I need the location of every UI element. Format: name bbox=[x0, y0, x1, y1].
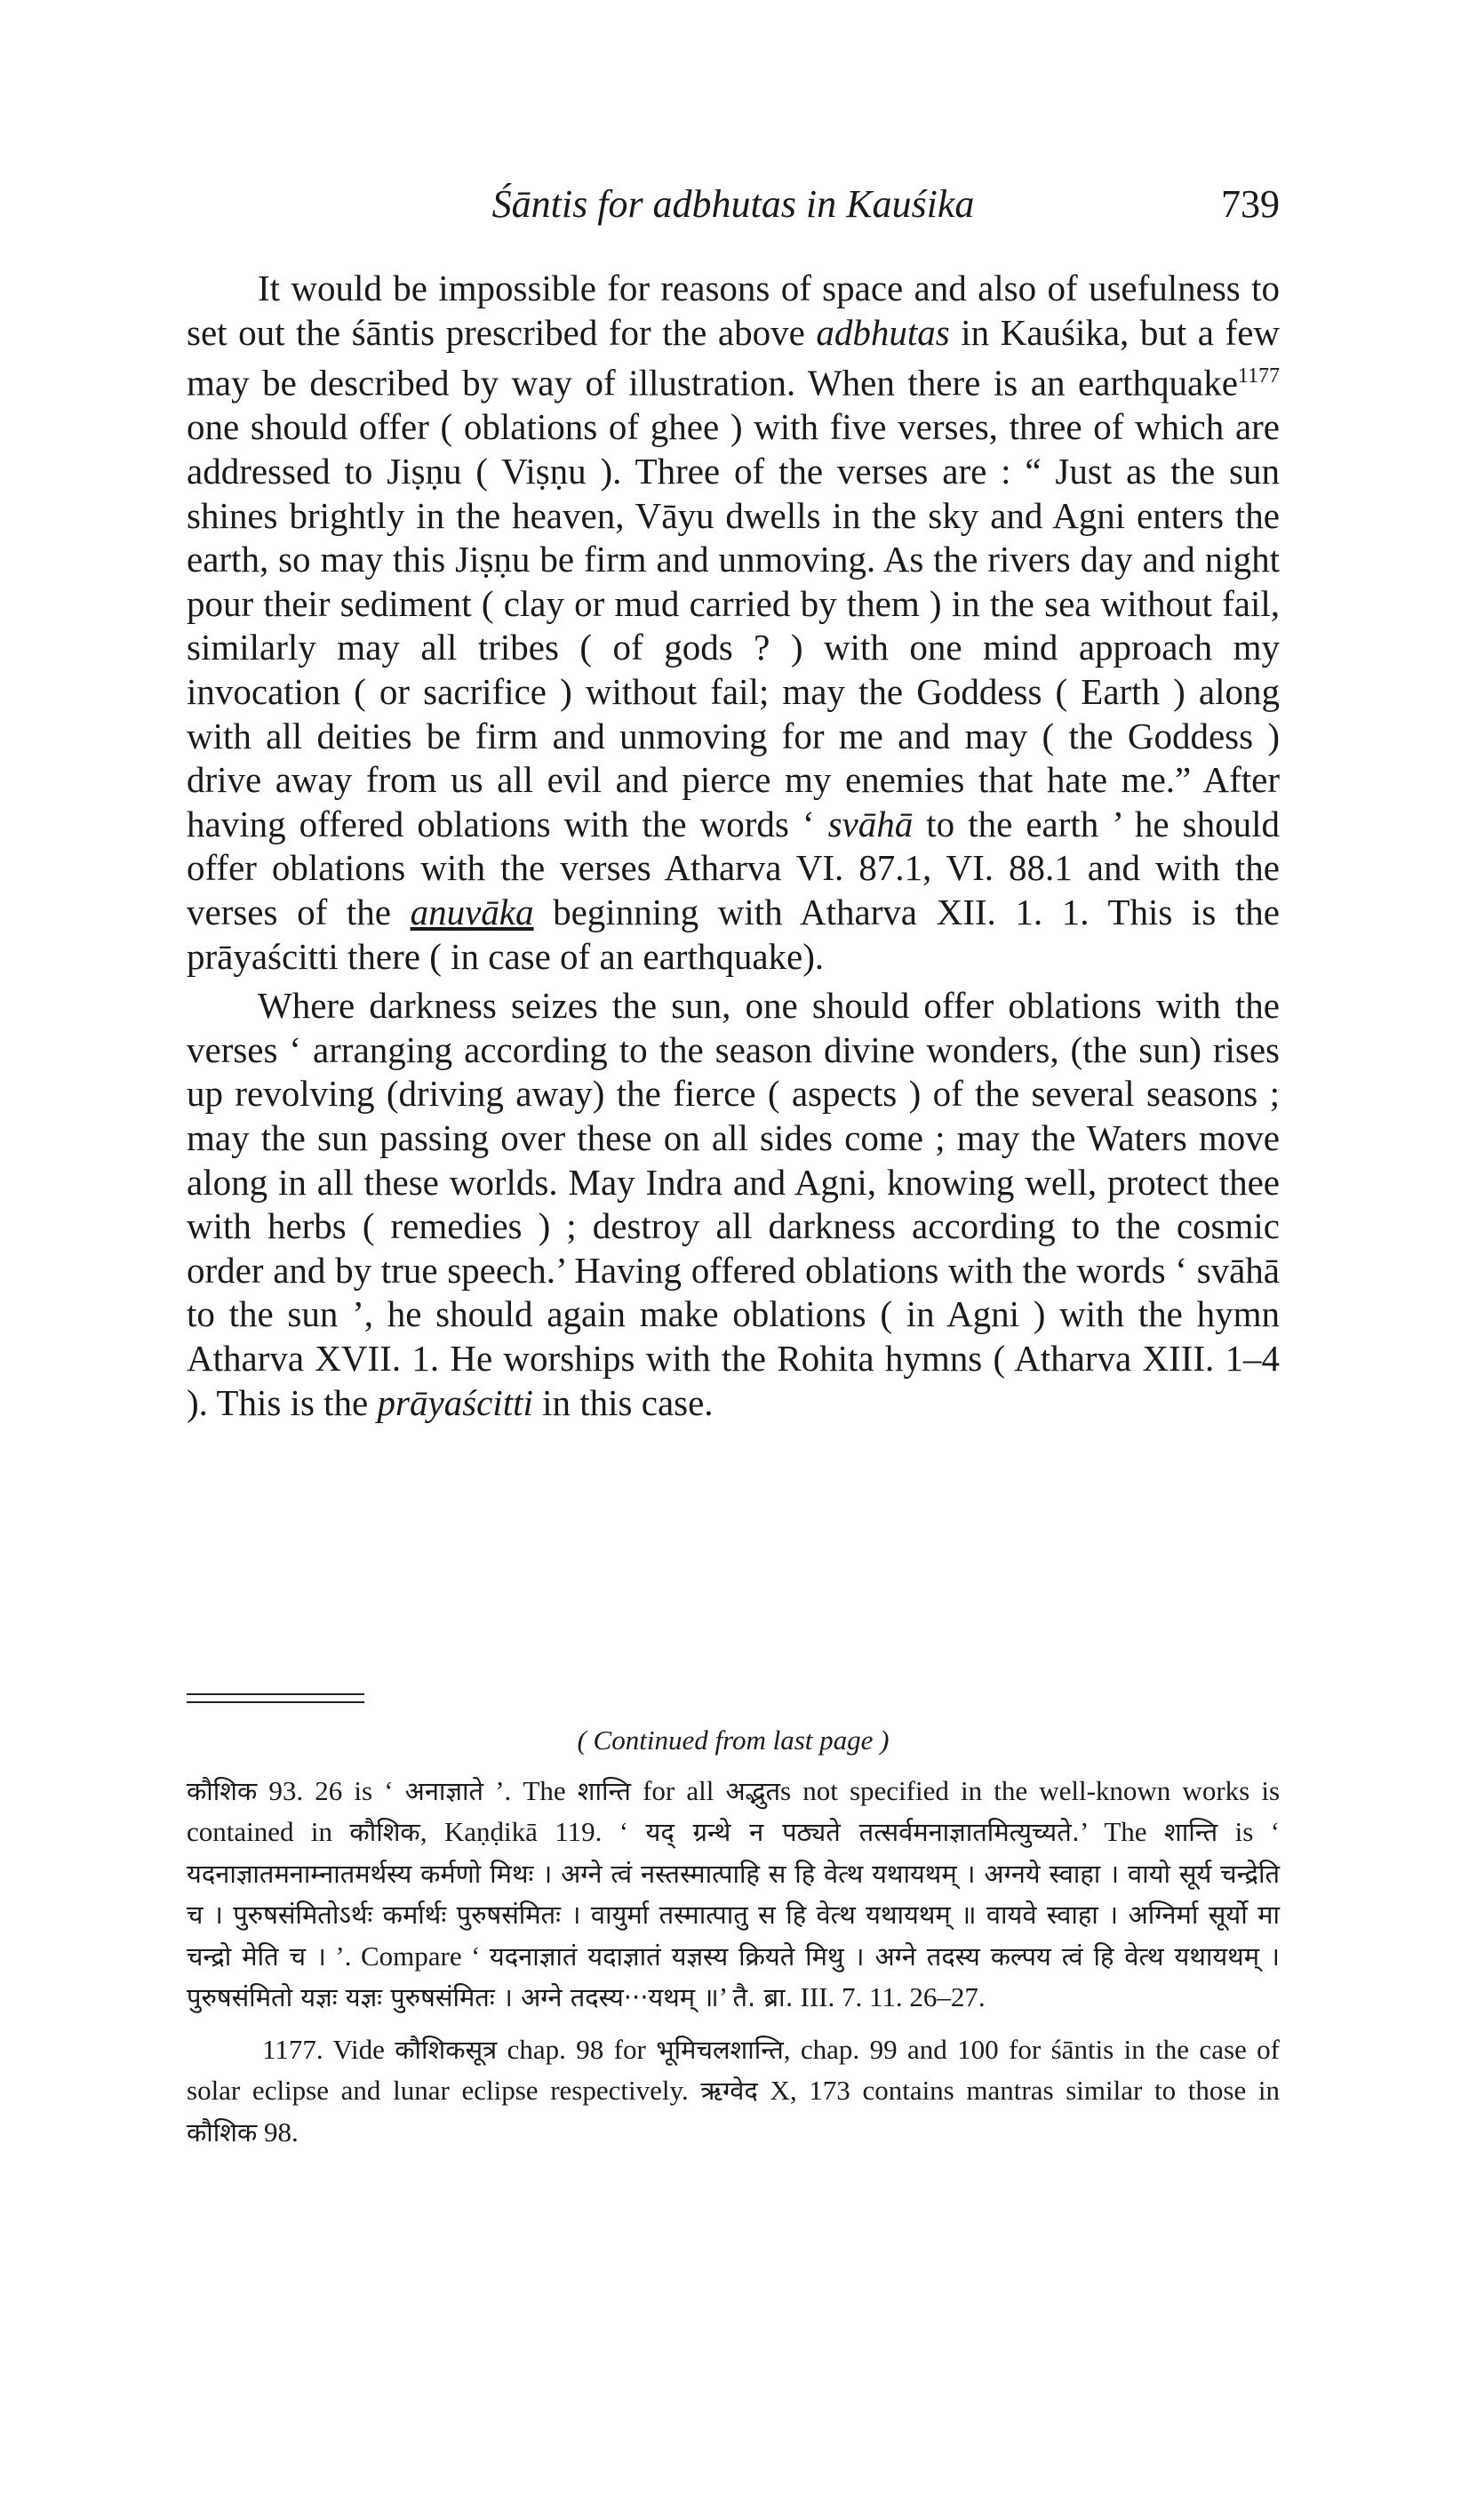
devanagari-text: तै. ब्रा. bbox=[732, 1982, 794, 2012]
text-run: is ‘ bbox=[1218, 1816, 1281, 1847]
devanagari-text: अनाज्ञाते bbox=[404, 1775, 484, 1806]
devanagari-text: यदनाज्ञातमनाम्नातमर्थस्य कर्मणो मिथः । अग्ने त्वं नस्तस्मात्पाहि स हि वेत्थ यथायथम् । अग्नये स्वाहा । वायो सूर्य चन्द्रेति च । पुरुषसंमितोऽर्थः कर्मार्थः पुरुषसंमितः । वायुर्मा तस्मात्पातु स हि वेत्थ यथायथम् ॥ वायवे स्वाहा । अग्निर्मा सूर्यो मा चन्द्रो मेति च । bbox=[187, 1858, 1280, 1972]
main-text bbox=[187, 267, 1280, 1425]
text-run: for all bbox=[630, 1774, 726, 1806]
text-run: to the earth ’ he should offer oblations with the verses Atharva VI. 87.1, VI. 88.1 and with the verses of the bbox=[187, 803, 1280, 932]
footnote-rule-bottom bbox=[187, 1701, 364, 1703]
text-run: , Kaṇḍikā 119. ‘ bbox=[419, 1816, 646, 1847]
text-run: It would be impossible for reasons of space and also of usefulness to set out the śāntis prescribed for the above bbox=[187, 268, 1280, 353]
text-run: Where darkness seizes the sun, one should offer oblations with the verses ‘ arranging according to the season divine wonders, (the sun) rises up revolving (driving away) the fierce ( aspects ) of the several seasons ; may the sun passing over these on all sides come ; may the Waters move along in all these worlds. May Indra and Agni, knowing well, protect thee with herbs ( remedies ) ; destroy all darkness according to the cosmic order and by true speech.’ Having offered oblations with the words ‘ svāhā to the sun ’, he should again make oblations ( in Agni ) with the hymn Atharva XVII. 1. He worships with the Rohita hymns ( Atharva XIII. 1–4 ). This is the bbox=[187, 985, 1280, 1423]
text-run: beginning with Atharva XII. 1. 1. This is the prāyaścitti there ( in case of an earthquake). bbox=[187, 891, 1280, 977]
devanagari-text: अद्भुत bbox=[725, 1775, 781, 1806]
devanagari-text: भूमिचलशान्ति bbox=[656, 2034, 784, 2065]
continued-note: ( Continued from last page ) bbox=[577, 1724, 890, 1756]
page-number: 739 bbox=[1221, 182, 1280, 226]
running-header bbox=[187, 173, 1280, 236]
text-run: s not specified in the well-known works is contained in bbox=[187, 1774, 1281, 1847]
footnote-ref-1177: 1177 bbox=[1237, 364, 1280, 388]
footnote-continuation bbox=[187, 1771, 1280, 2019]
devanagari-text: ऋग्वेद bbox=[700, 2076, 758, 2106]
devanagari-text: यदनाज्ञातं यदाज्ञातं यज्ञस्य क्रियते मिथु । अग्ने तदस्य कल्पय त्वं हि वेत्थ यथायथम् । पुरुषसंमितो यज्ञः यज्ञः पुरुषसंमितः । अग्ने तदस्य···यथम् ॥ bbox=[187, 1940, 1281, 2012]
text-run: in this case. bbox=[532, 1381, 714, 1423]
text-run: one should offer ( oblations of ghee ) with five verses, three of which are addressed to Jiṣṇu ( Viṣṇu ). Three of the verses are : “ Just as the sun shines brightly in the heaven, Vāyu dwells in the sky and Agni enters the earth, so may this Jiṣṇu be firm and unmoving. As the rivers day and night pour their sediment ( clay or mud carried by them ) in the sea without fail, similarly may all tribes ( of gods ? ) with one mind approach my invocation ( or sacrifice ) without fail; may the Goddess ( Earth ) along with all deities be firm and unmoving for me and may ( the Goddess ) drive away from us all evil and pierce my enemies that hate me.” After having offered oblations with the words ‘ bbox=[187, 406, 1280, 844]
text-run: ’ The bbox=[1079, 1816, 1164, 1847]
devanagari-text: यद् ग्रन्थे न पठ्यते तत्सर्वमनाज्ञातमित्युच्यते. bbox=[645, 1817, 1080, 1847]
footnote-rule-top bbox=[187, 1693, 364, 1695]
running-title: Śāntis for adbhutas in Kauśika bbox=[491, 182, 975, 226]
paragraph-darkness bbox=[187, 984, 1280, 1425]
devanagari-text: शान्ति bbox=[577, 1775, 631, 1806]
devanagari-text: कौशिक bbox=[187, 1775, 258, 1806]
emphasis: svāhā bbox=[827, 803, 914, 844]
text-run: X, 173 contains mantras similar to those in bbox=[757, 2075, 1280, 2106]
text-run: ’. The bbox=[483, 1774, 578, 1806]
text-run: 1177. Vide bbox=[262, 2033, 395, 2065]
text-run: in Kauśika, but a few may be described by way of illustration. When there is an earthquake bbox=[187, 311, 1281, 404]
text-run: chap. 98 for bbox=[497, 2033, 657, 2065]
text-run: ’ bbox=[718, 1981, 733, 2012]
text-run: III. 7. 11. 26–27. bbox=[793, 1981, 986, 2012]
footnotes bbox=[187, 1720, 1280, 2153]
footnote-1177 bbox=[187, 2029, 1280, 2154]
devanagari-text: कौशिक bbox=[187, 2116, 258, 2148]
text-run: ’. Compare ‘ bbox=[325, 1940, 490, 1972]
devanagari-text: शान्ति bbox=[1163, 1817, 1218, 1847]
emphasis: prāyaścitti bbox=[377, 1381, 533, 1423]
emphasis: anuvāka bbox=[410, 891, 534, 932]
paragraph-earthquake bbox=[187, 267, 1280, 979]
emphasis: adbhutas bbox=[816, 311, 950, 353]
text-run: , chap. 99 and 100 for śāntis in the case of solar eclipse and lunar eclipse respectively. bbox=[187, 2033, 1281, 2106]
devanagari-text: कौशिकसूत्र bbox=[395, 2034, 498, 2065]
text-run: 98. bbox=[257, 2116, 299, 2148]
devanagari-text: कौशिक bbox=[349, 1817, 420, 1847]
text-run: 93. 26 is ‘ bbox=[257, 1774, 405, 1806]
